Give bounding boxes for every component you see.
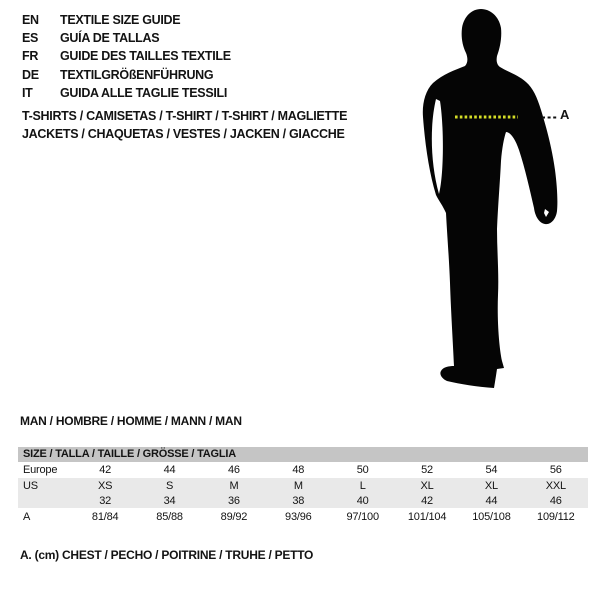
language-row-fr bbox=[22, 47, 231, 65]
size-cell: 42 bbox=[99, 464, 112, 476]
language-title: GUÍA DE TALLAS bbox=[60, 31, 160, 46]
size-cell: 109/112 bbox=[537, 511, 575, 523]
language-code: DE bbox=[22, 67, 39, 82]
size-cell: 101/104 bbox=[407, 511, 447, 523]
language-code: ES bbox=[22, 31, 39, 46]
size-cell: 46 bbox=[228, 464, 240, 476]
size-cell: 44 bbox=[485, 494, 498, 507]
row-label: A bbox=[23, 511, 31, 523]
size-cell: XL bbox=[484, 479, 498, 492]
man-silhouette-figure bbox=[393, 5, 583, 395]
table-row-us bbox=[18, 478, 588, 493]
table-row-europe bbox=[18, 462, 588, 478]
size-cell: 93/96 bbox=[285, 511, 312, 523]
language-row-it bbox=[22, 84, 231, 102]
size-cell: XL bbox=[420, 479, 434, 492]
man-silhouette-shape bbox=[423, 9, 558, 388]
table-row-numeric bbox=[18, 493, 588, 508]
language-title: TEXTILGRÖßENFÜHRUNG bbox=[60, 67, 214, 82]
size-cell: M bbox=[229, 479, 239, 492]
language-code: IT bbox=[22, 85, 33, 100]
size-table bbox=[18, 447, 588, 526]
size-cell: 36 bbox=[228, 494, 240, 507]
language-title: TEXTILE SIZE GUIDE bbox=[60, 13, 181, 27]
size-cell: 56 bbox=[549, 464, 562, 476]
size-cell: 105/108 bbox=[472, 511, 511, 523]
category-tshirts: T-SHIRTS / CAMISETAS / T-SHIRT / T-SHIRT / MAGLIETTE bbox=[22, 109, 348, 123]
size-cell: 54 bbox=[485, 464, 498, 476]
language-code: EN bbox=[22, 13, 39, 27]
language-title: GUIDA ALLE TAGLIE TESSILI bbox=[60, 85, 228, 100]
size-cell: 42 bbox=[421, 494, 433, 507]
row-label: US bbox=[23, 479, 38, 492]
section-title-man: MAN / HOMBRE / HOMME / MANN / MAN bbox=[20, 414, 242, 428]
size-cell: 32 bbox=[99, 494, 112, 507]
measurement-footnote: A. (cm) CHEST / PECHO / POITRINE / TRUHE / PETTO bbox=[20, 548, 314, 562]
size-cell: 81/84 bbox=[91, 511, 119, 523]
row-label: Europe bbox=[23, 464, 58, 476]
size-cell: 52 bbox=[421, 464, 433, 476]
size-cell: 44 bbox=[163, 464, 176, 476]
size-cell: 85/88 bbox=[156, 511, 183, 523]
size-cell: 46 bbox=[549, 494, 562, 507]
size-cell: S bbox=[165, 479, 174, 492]
size-cell: M bbox=[293, 479, 303, 492]
language-title-list bbox=[22, 11, 231, 102]
size-cell: XS bbox=[98, 479, 113, 492]
size-cell: 48 bbox=[292, 464, 305, 476]
table-header: SIZE / TALLA / TAILLE / GRÖSSE / TAGLIA bbox=[18, 447, 588, 462]
language-row-en bbox=[22, 11, 231, 29]
category-jackets: JACKETS / CHAQUETAS / VESTES / JACKEN / GIACCHE bbox=[22, 127, 345, 141]
size-cell: 34 bbox=[163, 494, 176, 507]
language-title: GUIDE DES TAILLES TEXTILE bbox=[60, 49, 231, 64]
man-silhouette bbox=[393, 5, 583, 395]
language-row-de bbox=[22, 66, 231, 84]
size-cell: 97/100 bbox=[346, 511, 379, 523]
size-cell: 89/92 bbox=[220, 511, 248, 523]
size-cell: 50 bbox=[356, 464, 369, 476]
language-code: FR bbox=[22, 49, 39, 64]
table-row-chest bbox=[18, 508, 588, 526]
garment-categories bbox=[22, 107, 347, 143]
size-cell: XXL bbox=[545, 479, 566, 492]
size-cell: 40 bbox=[356, 494, 369, 507]
measure-label-a: A bbox=[560, 107, 570, 122]
language-row-es bbox=[22, 29, 231, 47]
size-cell: L bbox=[359, 479, 366, 492]
size-cell: 38 bbox=[292, 494, 305, 507]
